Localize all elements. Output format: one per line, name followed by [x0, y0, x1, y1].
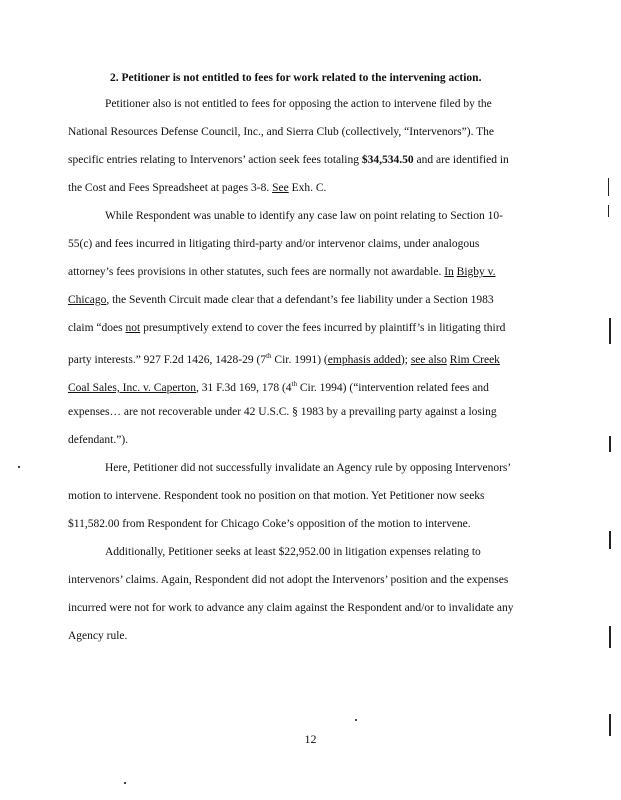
paragraph-1-line-1: Petitioner also is not entitled to fees for opposing the action to intervene filed by the [105, 98, 492, 110]
case-name: Chicago [68, 294, 107, 306]
text-span: , the Seventh Circuit made clear that a defendant’s fee liability under a Section 1983 [106, 294, 494, 306]
paragraph-1-line-3 [68, 153, 509, 167]
paragraph-2-line-3 [68, 265, 496, 279]
text-span: and are identified in [413, 154, 509, 166]
paragraph-4-line-4: Agency rule. [68, 630, 128, 642]
paragraph-2-line-4 [68, 293, 494, 307]
signal-see: See [272, 182, 289, 194]
scan-artifact [608, 178, 609, 196]
scan-artifact [609, 714, 611, 736]
text-span: Cir. 1994) (“intervention related fees and [296, 381, 489, 394]
scan-artifact [609, 436, 611, 452]
signal-in: In [444, 266, 454, 278]
paragraph-2-line-7 [68, 377, 489, 395]
scan-artifact [608, 205, 609, 217]
paragraph-2-line-6 [68, 349, 500, 367]
paragraph-3-line-3: $11,582.00 from Respondent for Chicago Coke’s opposition of the motion to intervene. [68, 518, 471, 530]
scan-dot [18, 466, 20, 468]
case-name: Rim Creek [449, 353, 500, 366]
text-span: attorney’s fees provisions in other statutes, such fees are normally not awardable. [68, 266, 445, 278]
text-span: the Cost and Fees Spreadsheet at pages 3-8. [68, 182, 273, 194]
paragraph-2-line-5 [68, 321, 505, 335]
scan-artifact [609, 531, 611, 549]
case-name: Bigby v. [456, 266, 496, 278]
text-span: party interests.” 927 F.2d 1426, 1428-29 (7 [68, 353, 267, 366]
text-span: ); [400, 353, 411, 366]
case-name: Coal Sales, Inc. v. Caperton [68, 381, 196, 394]
emphasis-not: not [125, 322, 141, 334]
signal-see-also: see also [410, 353, 447, 366]
text-span: Cir. 1991) ( [271, 353, 328, 366]
paragraph-2-line-1: While Respondent was unable to identify any case law on point relating to Section 10- [105, 210, 503, 222]
ordinal-suffix: th [291, 380, 297, 388]
paragraph-1-line-4 [68, 181, 326, 195]
text-span: , 31 F.3d 169, 178 (4 [195, 381, 292, 394]
paragraph-4-line-3: incurred were not for work to advance any claim against the Respondent and/or to invalidate any [68, 602, 514, 614]
paragraph-2-line-2: 55(c) and fees incurred in litigating third-party and/or intervenor claims, under analogous [68, 238, 480, 250]
scan-artifact [609, 626, 611, 648]
text-span: presumptively extend to cover the fees incurred by plaintiff’s in litigating third [140, 322, 506, 334]
paragraph-4-line-2: intervenors’ claims. Again, Respondent did not adopt the Intervenors’ position and the expenses [68, 574, 509, 586]
ordinal-suffix: th [266, 352, 272, 360]
paragraph-3-line-1: Here, Petitioner did not successfully invalidate an Agency rule by opposing Intervenors’ [105, 462, 512, 474]
scan-dot [124, 782, 126, 784]
text-span: claim “does [68, 322, 126, 334]
parenthetical-emphasis: emphasis added [327, 353, 401, 366]
paragraph-2-line-8: expenses… are not recoverable under 42 U.S.C. § 1983 by a prevailing party against a losing [68, 406, 497, 418]
section-heading: 2. Petitioner is not entitled to fees for work related to the intervening action. [110, 72, 482, 84]
paragraph-3-line-2: motion to intervene. Respondent took no position on that motion. Yet Petitioner now seeks [68, 490, 485, 502]
text-span: Exh. C. [288, 182, 327, 194]
amount-total: $34,534.50 [361, 154, 414, 166]
scan-dot [355, 719, 357, 721]
paragraph-1-line-2: National Resources Defense Council, Inc., and Sierra Club (collectively, “Intervenors”). The [68, 126, 494, 138]
paragraph-2-line-9: defendant.”). [68, 434, 129, 446]
page-number: 12 [304, 732, 317, 746]
scan-artifact [609, 318, 611, 344]
text-span: specific entries relating to Intervenors’ action seek fees totaling [68, 154, 362, 166]
paragraph-4-line-1: Additionally, Petitioner seeks at least $22,952.00 in litigation expenses relating to [105, 546, 481, 558]
